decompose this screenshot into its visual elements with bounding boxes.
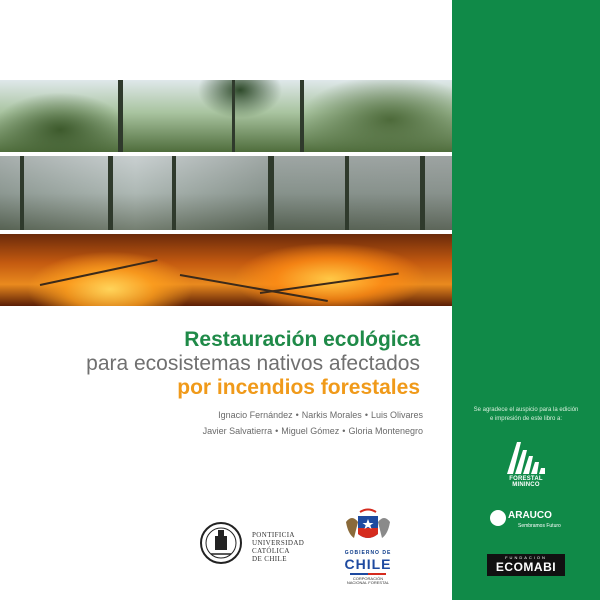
sponsor-note-line: Se agradece el auspicio para la edición xyxy=(473,407,579,413)
forestal-wordmark xyxy=(494,476,558,488)
university-name-line: UNIVERSIDAD xyxy=(252,539,305,547)
ecomabi-foundation-label: FUNDACION xyxy=(505,555,547,560)
author-name: Miguel Gómez xyxy=(281,426,340,436)
forest-fire-photo xyxy=(0,234,452,306)
smoky-forest-photo xyxy=(0,156,452,230)
author-name: Luis Olivares xyxy=(370,410,423,420)
university-seal-icon xyxy=(199,514,243,572)
forestal-line: MININCO xyxy=(512,482,540,488)
flag-bar xyxy=(350,573,386,575)
conaf-line: CORPORACIÓN xyxy=(352,576,384,581)
author-separator: • xyxy=(342,426,346,436)
university-name-line: CATÓLICA xyxy=(252,547,290,555)
author-name: Narkis Morales xyxy=(301,410,362,420)
university-name xyxy=(252,531,304,563)
conaf-label xyxy=(332,577,404,585)
forest-canopy-photo xyxy=(0,80,452,152)
author-separator: • xyxy=(295,410,299,420)
ecomabi-logo xyxy=(487,554,565,576)
chile-coat-of-arms-icon xyxy=(340,508,396,548)
author-name: Gloria Montenegro xyxy=(348,426,423,436)
title-line-2: para ecosistemas nativos afectados xyxy=(86,352,420,375)
conaf-line: NACIONAL FORESTAL xyxy=(346,580,390,585)
arauco-tagline: Sembramos Futuro xyxy=(518,523,561,529)
forestal-line: FORESTAL xyxy=(509,476,543,482)
arauco-leaf-icon xyxy=(490,510,506,526)
author-name: Ignacio Fernández xyxy=(218,410,293,420)
author-separator: • xyxy=(364,410,368,420)
government-label: GOBIERNO DE xyxy=(344,550,392,556)
author-name: Javier Salvatierra xyxy=(202,426,273,436)
title-line-3: por incendios forestales xyxy=(177,376,420,399)
sponsor-panel xyxy=(452,0,600,600)
chile-wordmark: CHILE xyxy=(344,556,392,572)
university-name-line: PONTIFICIA xyxy=(252,531,295,539)
sponsor-note xyxy=(452,406,600,424)
author-separator: • xyxy=(275,426,279,436)
arauco-logo xyxy=(480,508,572,530)
authors-row-1 xyxy=(0,410,423,420)
university-name-line: DE CHILE xyxy=(252,555,287,563)
sponsor-note-line: e impresión de este libro a: xyxy=(489,416,563,422)
arauco-wordmark: ARAUCO xyxy=(508,510,552,521)
ecomabi-wordmark: ECOMABI xyxy=(495,560,557,574)
authors-row-2 xyxy=(0,426,423,436)
title-line-1: Restauración ecológica xyxy=(184,328,420,351)
